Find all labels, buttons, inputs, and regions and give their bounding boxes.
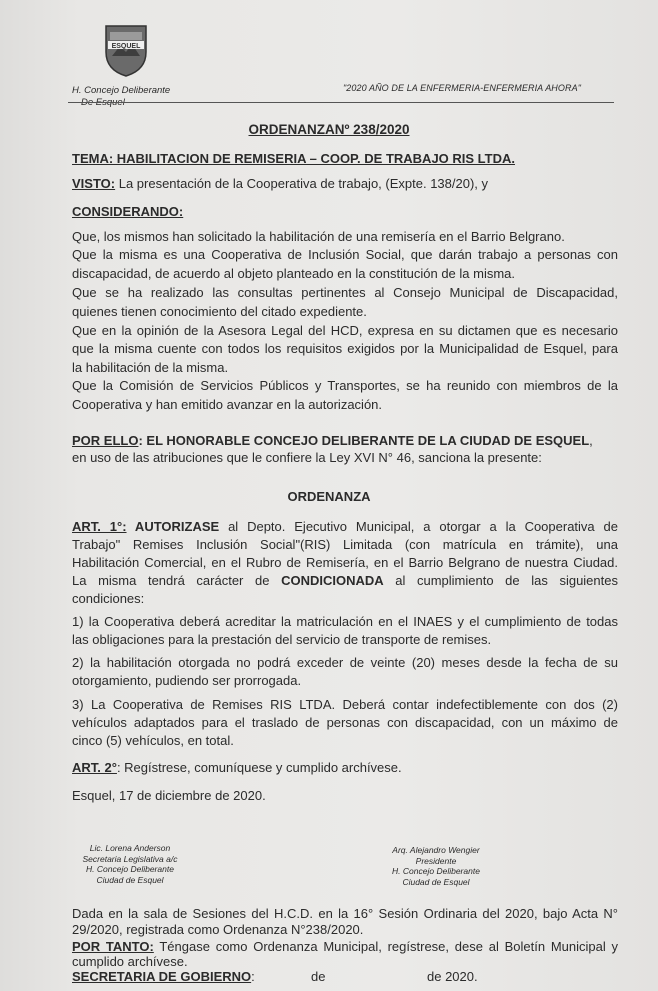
art1-bold: AUTORIZASE xyxy=(126,519,220,534)
visto-text: La presentación de la Cooperativa de trabajo, (Expte. 138/20), y xyxy=(115,176,489,191)
art1-line-3: Habilitación Comercial, en el Rubro de Remisería, en el Barrio Belgrano de nuestra Ciudad. xyxy=(72,555,618,570)
header-divider xyxy=(68,102,614,103)
signature-left-name: Lic. Lorena Anderson xyxy=(89,843,171,853)
signature-right-name: Arq. Alejandro Wengier xyxy=(392,845,480,855)
art1-line1-rest: al Depto. Ejecutivo Municipal, a otorgar a la Cooperativa de xyxy=(219,519,618,534)
por-tanto-line-2: cumplido archívese. xyxy=(72,954,188,969)
por-ello-line-2: en uso de las atribuciones que le confiere la Ley XVI N° 46, sanciona la presente: xyxy=(72,450,542,465)
condition-1-cont: las obligaciones para la prestación del servicio de transporte de remises. xyxy=(72,632,492,647)
condition-3-cont: vehículos adaptados para el traslado de personas con discapacidad, con un máximo de xyxy=(72,715,618,730)
por-ello-label: POR ELLO xyxy=(72,433,139,448)
art2-line xyxy=(72,760,402,776)
condition-1: 1) la Cooperativa deberá acreditar la matriculación en el INAES y el cumplimiento de todas xyxy=(72,614,618,629)
considerando-label: CONSIDERANDO: xyxy=(72,204,184,219)
condition-3-cont-2: cinco (5) vehículos, en total. xyxy=(72,733,234,748)
signature-left-role: Secretaria Legislativa a/c xyxy=(82,853,178,864)
condition-2-cont: otorgamiento, pudiendo ser prorrogada. xyxy=(72,673,302,688)
considerando-line: Cooperativa y han emitido avanzar en la autorización. xyxy=(72,397,383,412)
por-ello-line xyxy=(72,433,593,449)
considerando-line: que la misma cuente con todos los requisitos exigidos por la Municipalidad de Esquel, para xyxy=(72,341,618,356)
date-line: Esquel, 17 de diciembre de 2020. xyxy=(72,788,266,803)
secretaria-line xyxy=(72,969,255,985)
tema-line: TEMA: HABILITACION DE REMISERIA – COOP. DE TRABAJO RIS LTDA. xyxy=(72,151,515,166)
signature-left-city: Ciudad de Esquel xyxy=(96,874,164,885)
organization-name xyxy=(72,85,170,109)
considerando-line: Que en la opinión de la Asesora Legal del HCD, expresa en su dictamen que es necesario xyxy=(72,323,618,338)
org-line-1: H. Concejo Deliberante xyxy=(72,85,171,96)
de-blank-1: de xyxy=(311,969,326,984)
signature-left-org: H. Concejo Deliberante xyxy=(86,864,174,874)
signature-left xyxy=(70,843,190,885)
ordenanza-heading: ORDENANZA xyxy=(287,489,371,504)
ordinance-title: ORDENANZANº 238/2020 xyxy=(248,122,410,137)
de-blank-2: de 2020. xyxy=(427,969,478,984)
considerando-line: Que se ha realizado las consultas pertinentes al Consejo Municipal de Discapacidad, xyxy=(72,285,618,300)
art1-line-2: Trabajo" Remises Inclusión Social"(RIS) Limitada (con matrícula en trámite), una xyxy=(72,537,618,552)
considerando-line: quienes tienen conocimiento del citado expediente. xyxy=(72,304,367,319)
art2-text: : Regístrese, comuníquese y cumplido archívese. xyxy=(116,760,402,775)
por-tanto-line xyxy=(72,939,618,955)
signature-right xyxy=(376,845,496,887)
org-line-2 xyxy=(72,97,170,109)
considerando-line: la habilitación de la misma. xyxy=(72,360,229,375)
art1-line-4 xyxy=(72,573,618,589)
considerando-line: discapacidad, de acuerdo al objeto planteado en la constitución de la misma. xyxy=(72,266,516,281)
condition-3: 3) La Cooperativa de Remises RIS LTDA. Deberá contar indefectiblemente con dos (2) xyxy=(72,697,618,712)
por-ello-tail: , xyxy=(589,433,593,448)
art1-line-5: condiciones: xyxy=(72,591,145,606)
signature-right-city: Ciudad de Esquel xyxy=(402,876,470,887)
esquel-crest-logo xyxy=(102,22,150,78)
motto: "2020 AÑO DE LA ENFERMERIA-ENFERMERIA AHORA" xyxy=(343,83,582,93)
visto-label: VISTO: xyxy=(72,176,116,191)
por-ello-bold: : EL HONORABLE CONCEJO DELIBERANTE DE LA CIUDAD DE ESQUEL xyxy=(138,433,590,448)
considerando-line: Que la Comisión de Servicios Públicos y Transportes, se ha reunido con miembros de la xyxy=(72,378,618,393)
condition-2: 2) la habilitación otorgada no podrá exceder de veinte (20) meses desde la fecha de su xyxy=(72,655,618,670)
art2-label: ART. 2° xyxy=(72,760,117,775)
crest-text: ESQUEL xyxy=(111,43,141,50)
art1-line4-b: al cumplimiento de las siguientes xyxy=(383,573,618,588)
por-tanto-label: POR TANTO: xyxy=(72,939,154,954)
signature-right-org: H. Concejo Deliberante xyxy=(392,866,480,876)
art1-label: ART. 1°: xyxy=(72,519,127,534)
considerando-line: Que, los mismos han solicitado la habilitación de una remisería en el Barrio Belgrano. xyxy=(72,229,565,244)
signature-right-role: Presidente xyxy=(415,855,457,866)
dada-line-2: 29/2020, registrada como Ordenanza N°238/2020. xyxy=(72,922,364,937)
visto-line xyxy=(72,176,488,192)
secretaria-colon: : xyxy=(251,969,255,984)
art1-line4-a: La misma tendrá carácter de xyxy=(72,573,282,588)
art1-line-1 xyxy=(72,519,618,535)
art1-condicionada: CONDICIONADA xyxy=(281,573,384,588)
considerando-line: Que la misma es una Cooperativa de Inclusión Social, que darán trabajo a personas con xyxy=(72,247,618,262)
dada-line-1: Dada en la sala de Sesiones del H.C.D. en la 16° Sesión Ordinaria del 2020, bajo Acta N° xyxy=(72,906,618,921)
secretaria-label: SECRETARIA DE GOBIERNO xyxy=(72,969,252,984)
por-tanto-text: Téngase como Ordenanza Municipal, regístrese, dese al Boletín Municipal y xyxy=(153,939,618,954)
